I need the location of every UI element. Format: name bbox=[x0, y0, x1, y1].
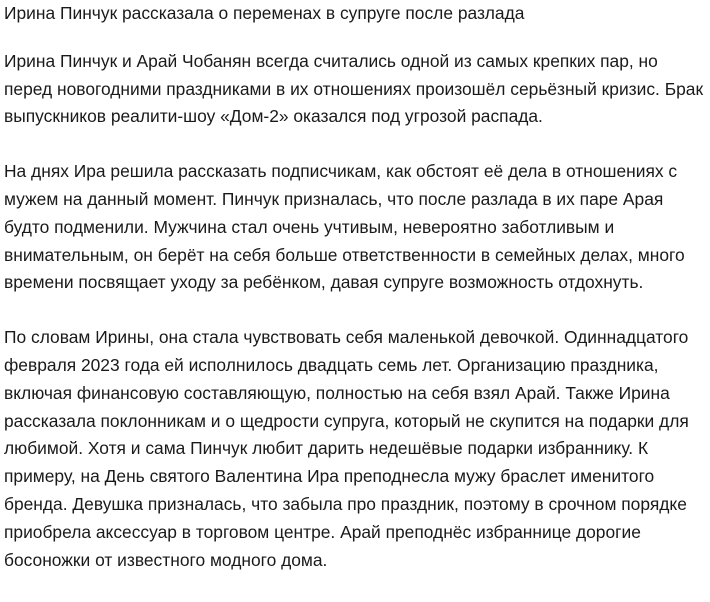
article-title: Ирина Пинчук рассказала о переменах в супруге после разлада bbox=[4, 3, 525, 23]
article-paragraph-3: По словам Ирины, она стала чувствовать себя маленькой девочкой. Одиннадцатого февраля 2023 года ей исполнилось двадцать семь лет. Организацию праздника, включая финансовую составляющую, полностью на себя взял Арай. Также Ирина рассказала поклонникам и о щедрости супруга, который не скупится на подарки для любимой. Хотя и сама Пинчук любит дарить недешёвые подарки избраннику. К примеру, на День святого Валентина Ира преподнесла мужу браслет именитого бренда. Девушка призналась, что забыла про праздник, поэтому в срочном порядке приобрела аксессуар в торговом центре. Арай преподнёс избраннице дорогие босоножки от известного модного дома. bbox=[4, 327, 689, 570]
article-paragraph-1: Ирина Пинчук и Арай Чобанян всегда считались одной из самых крепких пар, но перед новогодними праздниками в их отношениях произошёл серьёзный кризис. Брак выпускников реалити-шоу «Дом-2» оказался под угрозой распада. bbox=[4, 50, 704, 127]
article-paragraph-2: На днях Ира решила рассказать подписчикам, как обстоят её дела в отношениях с мужем на данный момент. Пинчук призналась, что после разлада в их паре Арая будто подменили. Мужчина стал очень учтивым, невероятно заботливым и внимательным, он берёт на себя больше ответственности в семейных делах, много времени посвящает уходу за ребёнком, давая супруге возможность отдохнуть. bbox=[4, 161, 685, 293]
